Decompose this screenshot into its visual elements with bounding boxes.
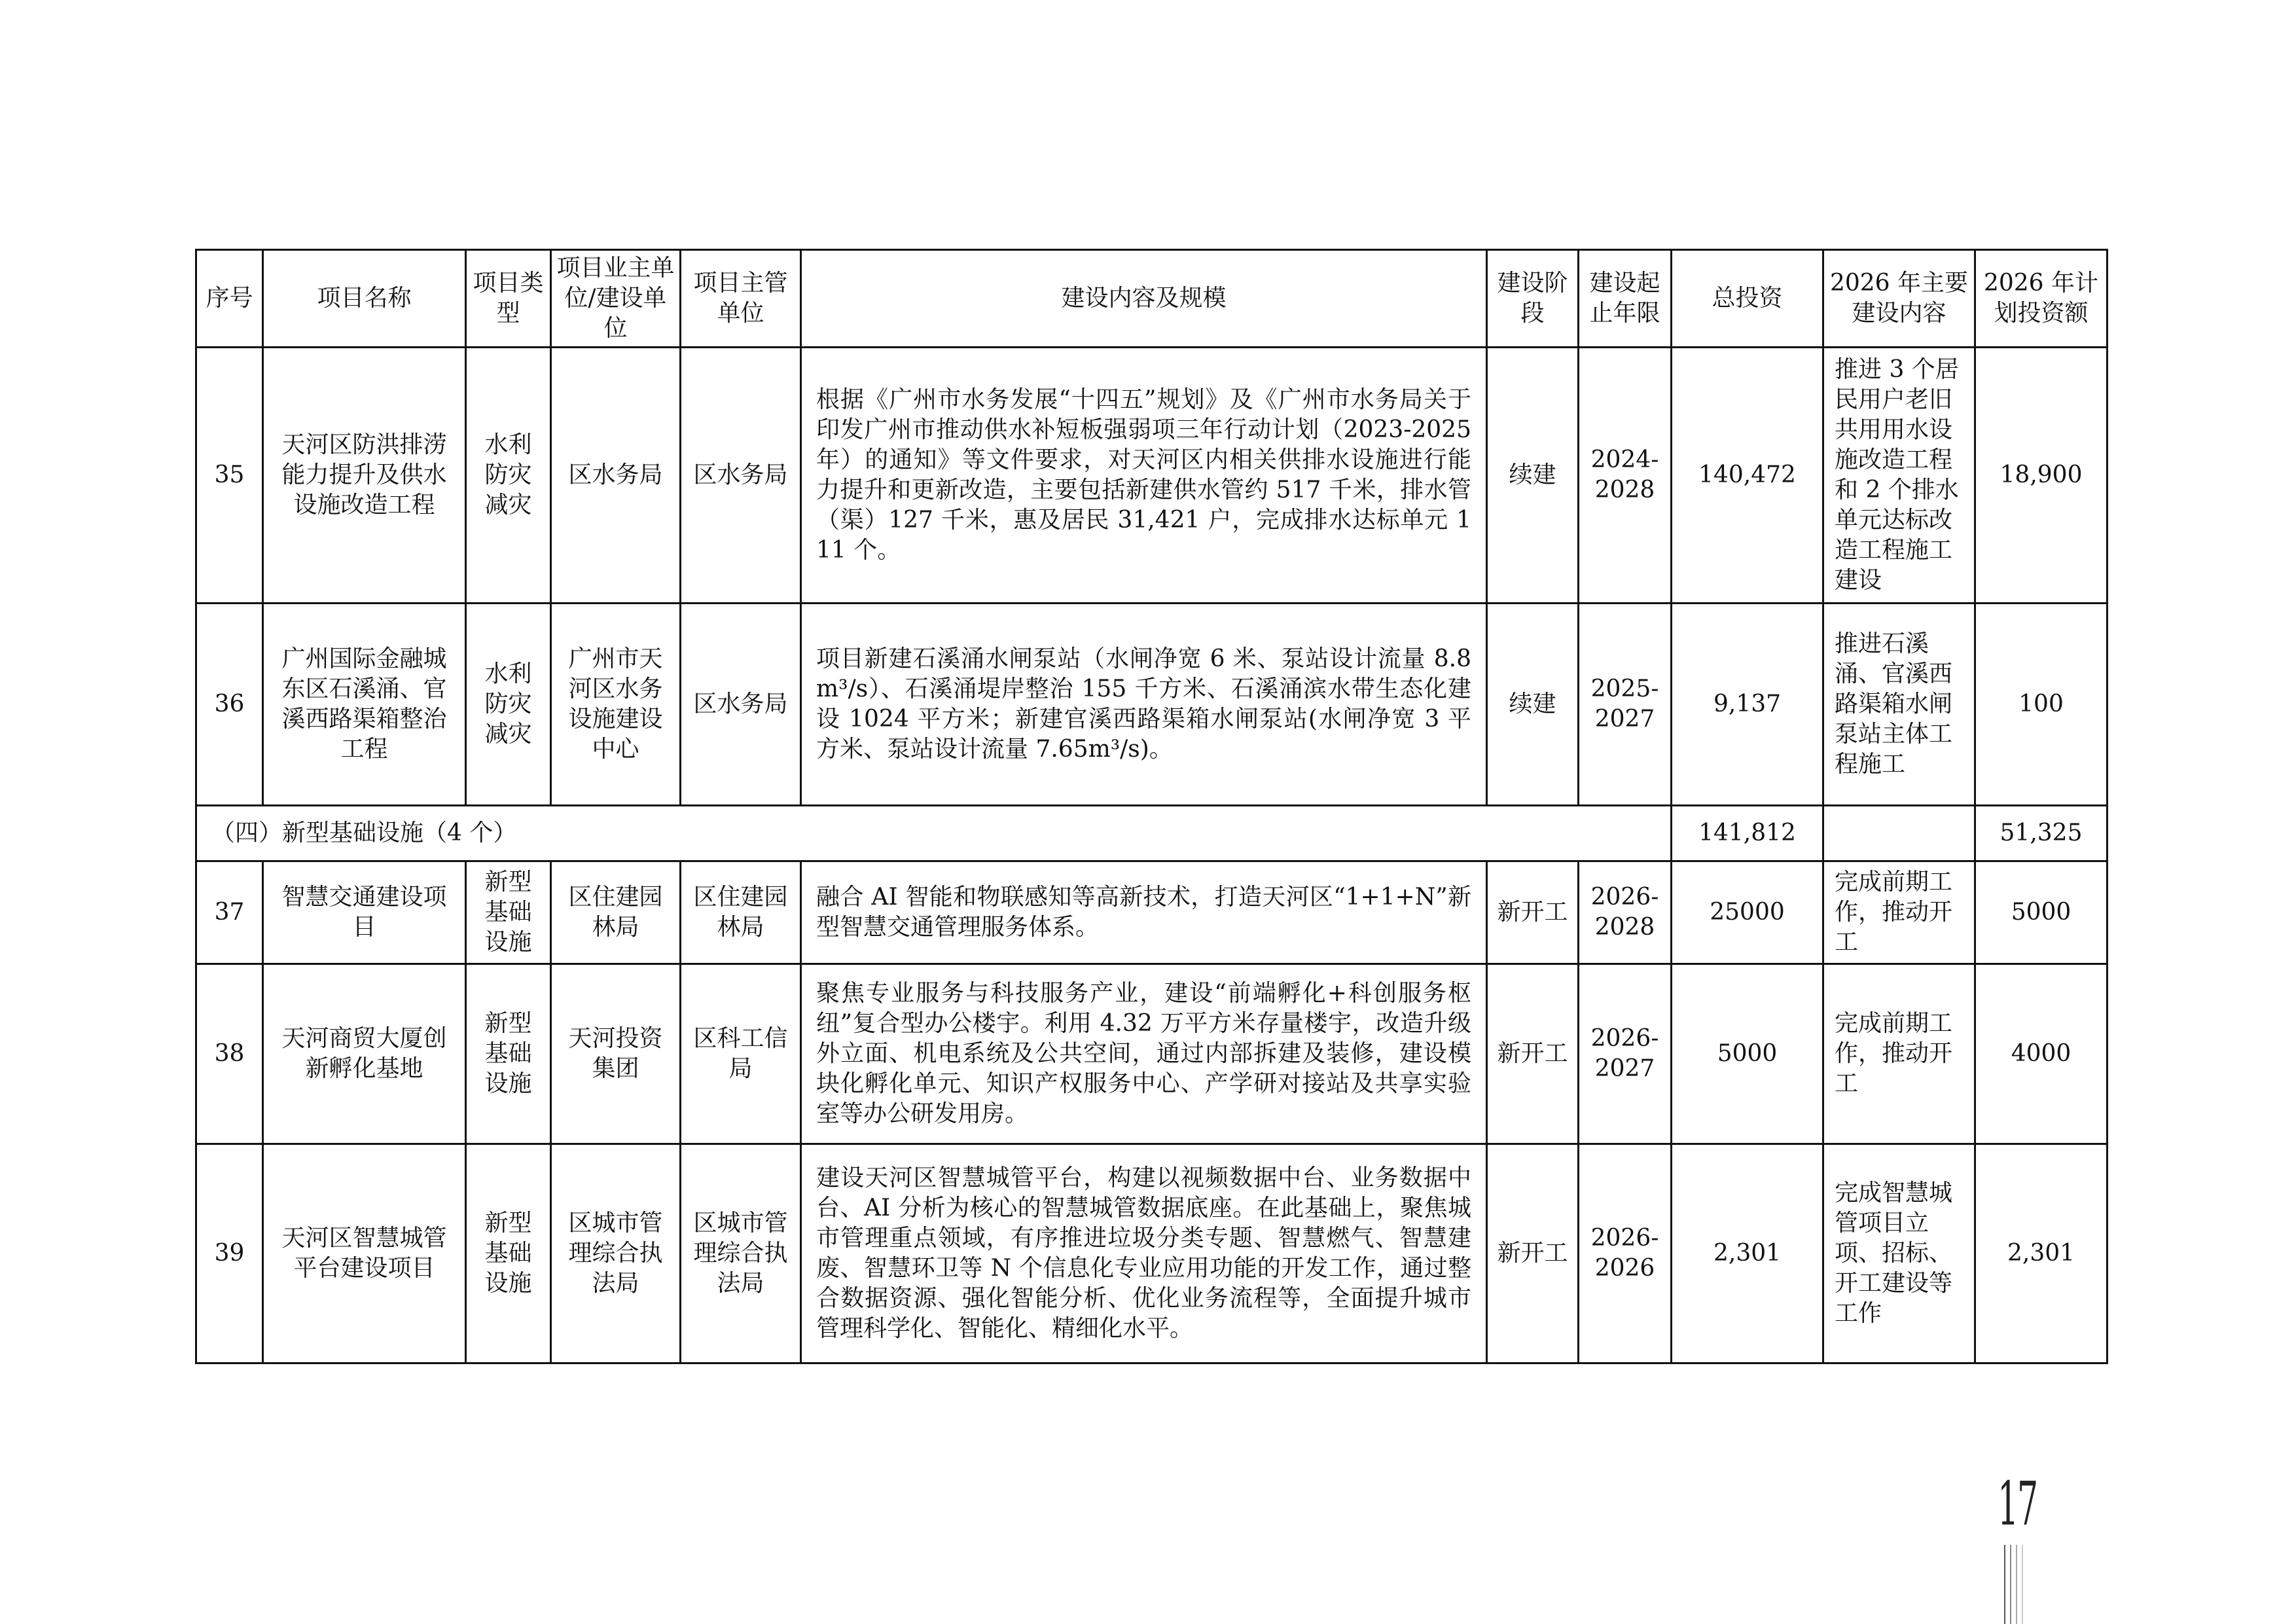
cell-authority: 区水务局 [681, 604, 801, 806]
table-row [196, 1144, 2108, 1363]
cell-main-2026: 推进 3 个居民用户老旧共用用水设施改造工程和 2 个排水单元达标改造工程施工建设 [1823, 348, 1975, 604]
cell-main-2026: 推进石溪涌、官溪西路渠箱水闸泵站主体工程施工 [1823, 604, 1975, 806]
cell-type: 新型基础设施 [466, 861, 551, 964]
cell-plan-2026: 5000 [1975, 861, 2108, 964]
header-content: 建设内容及规模 [801, 250, 1487, 348]
section-total: 141,812 [1672, 806, 1823, 861]
cell-stage: 新开工 [1487, 1144, 1579, 1363]
cell-total: 2,301 [1672, 1144, 1823, 1363]
cell-plan-2026: 2,301 [1975, 1144, 2108, 1363]
project-table [195, 249, 2108, 1364]
header-owner: 项目业主单位/建设单位 [551, 250, 681, 348]
cell-owner: 天河投资集团 [551, 964, 681, 1144]
cell-main-2026: 完成智慧城管项目立项、招标、开工建设等工作 [1823, 1144, 1975, 1363]
table-row [196, 861, 2108, 964]
cell-period: 2026-2026 [1579, 1144, 1672, 1363]
section-plan-2026: 51,325 [1975, 806, 2108, 861]
cell-content: 根据《广州市水务发展“十四五”规划》及《广州市水务局关于印发广州市推动供水补短板强弱项三年行动计划（2023-2025年）的通知》等文件要求，对天河区内相关供排水设施进行能力提升和更新改造，主要包括新建供水管约 517 千米，排水管（渠）127 千米，惠及居民 31,421 户，完成排水达标单元 111 个。 [801, 348, 1487, 604]
cell-owner: 区城市管理综合执法局 [551, 1144, 681, 1363]
cell-seq: 35 [196, 348, 263, 604]
header-seq: 序号 [196, 250, 263, 348]
table-row [196, 604, 2108, 806]
rule-line [2010, 1545, 2011, 1624]
cell-period: 2025-2027 [1579, 604, 1672, 806]
header-type: 项目类型 [466, 250, 551, 348]
cell-name: 广州国际金融城东区石溪涌、官溪西路渠箱整治工程 [263, 604, 466, 806]
cell-total: 25000 [1672, 861, 1823, 964]
cell-owner: 区水务局 [551, 348, 681, 604]
header-authority: 项目主管单位 [681, 250, 801, 348]
cell-content: 聚焦专业服务与科技服务产业，建设“前端孵化+科创服务枢纽”复合型办公楼宇。利用 4.32 万平方米存量楼宇，改造升级外立面、机电系统及公共空间，通过内部拆建及装修，建设模块化孵化单元、知识产权服务中心、产学研对接站及共享实验室等办公研发用房。 [801, 964, 1487, 1144]
cell-total: 5000 [1672, 964, 1823, 1144]
cell-owner: 广州市天河区水务设施建设中心 [551, 604, 681, 806]
cell-authority: 区水务局 [681, 348, 801, 604]
table-header-row [196, 250, 2108, 348]
cell-content: 项目新建石溪涌水闸泵站（水闸净宽 6 米、泵站设计流量 8.8m³/s）、石溪涌堤岸整治 155 千方米、石溪涌滨水带生态化建设 1024 平方米；新建官溪西路渠箱水闸泵站(水闸净宽 3 平方米、泵站设计流量 7.65m³/s)。 [801, 604, 1487, 806]
cell-content: 融合 AI 智能和物联感知等高新技术，打造天河区“1+1+N”新型智慧交通管理服务体系。 [801, 861, 1487, 964]
header-plan-2026: 2026 年计划投资额 [1975, 250, 2108, 348]
section-main-2026 [1823, 806, 1975, 861]
header-main-2026: 2026 年主要建设内容 [1823, 250, 1975, 348]
cell-name: 天河区防洪排涝能力提升及供水设施改造工程 [263, 348, 466, 604]
rule-line [2004, 1545, 2005, 1624]
cell-authority: 区城市管理综合执法局 [681, 1144, 801, 1363]
cell-content: 建设天河区智慧城管平台，构建以视频数据中台、业务数据中台、AI 分析为核心的智慧城管数据底座。在此基础上，聚焦城市管理重点领域，有序推进垃圾分类专题、智慧燃气、智慧建废、智慧环卫等 N 个信息化专业应用功能的开发工作，通过整合数据资源、强化智能分析、优化业务流程等，全面提升城市管理科学化、智能化、精细化水平。 [801, 1144, 1487, 1363]
table-row [196, 964, 2108, 1144]
cell-name: 智慧交通建设项目 [263, 861, 466, 964]
section-row [196, 806, 2108, 861]
cell-stage: 续建 [1487, 348, 1579, 604]
cell-type: 新型基础设施 [466, 1144, 551, 1363]
cell-period: 2026-2027 [1579, 964, 1672, 1144]
section-title: （四）新型基础设施（4 个） [196, 806, 1672, 861]
cell-authority: 区科工信局 [681, 964, 801, 1144]
header-total: 总投资 [1672, 250, 1823, 348]
cell-stage: 新开工 [1487, 861, 1579, 964]
header-stage: 建设阶段 [1487, 250, 1579, 348]
cell-owner: 区住建园林局 [551, 861, 681, 964]
table-row [196, 348, 2108, 604]
cell-total: 140,472 [1672, 348, 1823, 604]
page-number-rule [2004, 1545, 2037, 1624]
cell-type: 水利防灾减灾 [466, 604, 551, 806]
cell-period: 2026-2028 [1579, 861, 1672, 964]
cell-plan-2026: 4000 [1975, 964, 2108, 1144]
header-name: 项目名称 [263, 250, 466, 348]
cell-plan-2026: 18,900 [1975, 348, 2108, 604]
cell-stage: 新开工 [1487, 964, 1579, 1144]
cell-type: 水利防灾减灾 [466, 348, 551, 604]
cell-name: 天河商贸大厦创新孵化基地 [263, 964, 466, 1144]
page-number: 17 [1998, 1469, 2037, 1539]
rule-line [2016, 1545, 2017, 1624]
cell-seq: 39 [196, 1144, 263, 1363]
cell-plan-2026: 100 [1975, 604, 2108, 806]
cell-authority: 区住建园林局 [681, 861, 801, 964]
cell-type: 新型基础设施 [466, 964, 551, 1144]
cell-period: 2024-2028 [1579, 348, 1672, 604]
header-period: 建设起止年限 [1579, 250, 1672, 348]
cell-total: 9,137 [1672, 604, 1823, 806]
cell-seq: 37 [196, 861, 263, 964]
rule-line [2022, 1545, 2023, 1624]
cell-seq: 36 [196, 604, 263, 806]
cell-seq: 38 [196, 964, 263, 1144]
cell-stage: 续建 [1487, 604, 1579, 806]
cell-main-2026: 完成前期工作，推动开工 [1823, 861, 1975, 964]
cell-name: 天河区智慧城管平台建设项目 [263, 1144, 466, 1363]
cell-main-2026: 完成前期工作，推动开工 [1823, 964, 1975, 1144]
